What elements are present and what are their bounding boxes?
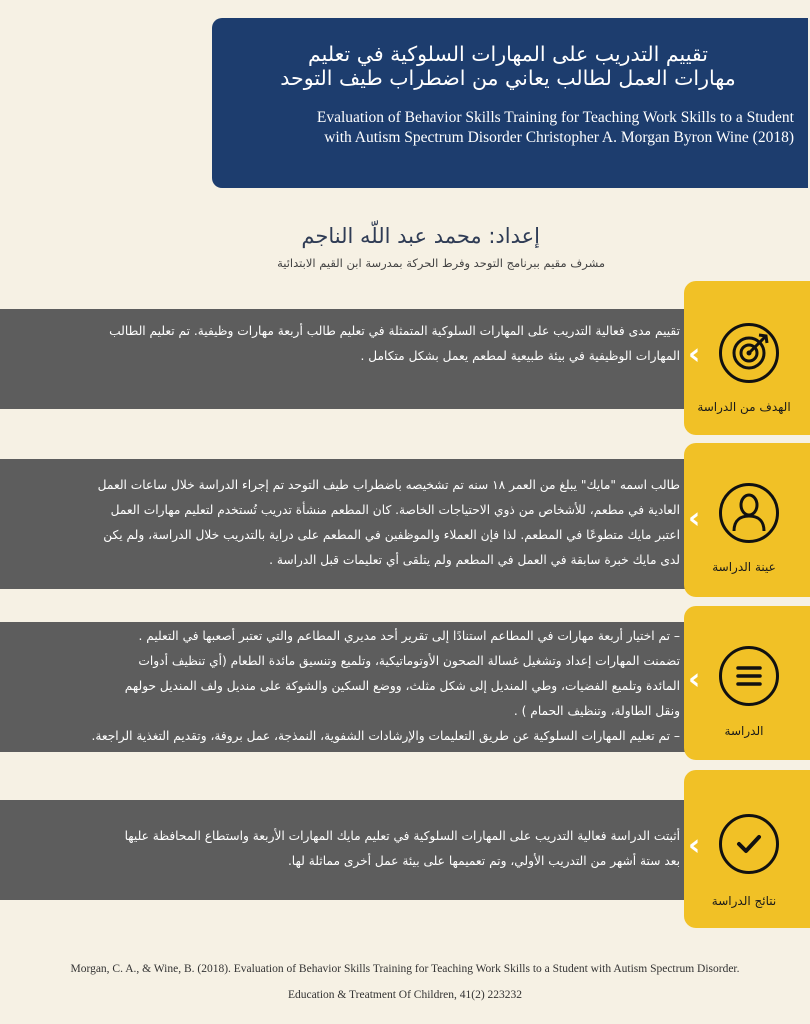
sample-line: لدى مايك خبرة سابقة في العمل في المطعم ولم يتلقى أي تعليمات قبل الدراسة . [269, 553, 680, 567]
chevron-left-icon: ‹ [688, 501, 701, 536]
menu-icon [719, 646, 779, 706]
objective-line: المهارات الوظيفية في بيئة طبيعية لمطعم يعمل بشكل متكامل . [360, 349, 680, 363]
target-icon [719, 323, 779, 383]
tab-study[interactable] [684, 606, 810, 760]
results-line: بعد ستة أشهر من التدريب الأولي، وتم تعميمها على بيئة عمل أخرى مماثلة لها. [287, 854, 680, 868]
study-line: المائدة وتلميع الفضيات، وطي المنديل إلى شكل مثلث، ووضع السكين والشوكة على منديل ولف المنديل حولهم [124, 679, 680, 693]
check-icon [719, 814, 779, 874]
sample-line: اعتبر مايك متطوعًا في المطعم. لذا فإن العملاء والموظفين في المطعم على دراية بالتدريب خلال الدراسة، ولم يكن [103, 528, 680, 542]
person-icon [719, 483, 779, 543]
title-english-line-2: with Autism Spectrum Disorder Christopher A. Morgan Byron Wine (2018) [324, 129, 794, 146]
tab-sample-label: عينة الدراسة [712, 560, 776, 574]
sample-line: طالب اسمه "مايك" يبلغ من العمر ١٨ سنه تم تشخيصه باضطراب طيف التوحد تم إجراء الدراسة خلال ساعات العمل [97, 478, 680, 492]
tab-objective-label: الهدف من الدراسة [697, 400, 791, 414]
title-english-line-1: Evaluation of Behavior Skills Training for Teaching Work Skills to a Student [316, 109, 794, 126]
study-line: تضمنت المهارات إعداد وتشغيل غسالة الصحون الأوتوماتيكية، وتلميع وتنسيق مائدة الطعام (أي تنظيف أدوات [138, 654, 680, 668]
study-line: – تم تعليم المهارات السلوكية عن طريق التعليمات والإرشادات الشفوية، النمذجة، عمل بروفة، وتقديم التغذية الراجعة. [91, 729, 680, 743]
objective-line: تقييم مدى فعالية التدريب على المهارات السلوكية المتمثلة في تعليم طالب أربعة مهارات وظيفية. تم تعليم الطالب [109, 324, 680, 338]
sample-line: العادية في مطعم، للأشخاص من ذوي الاحتياجات الخاصة. كان المطعم منشأة تدريب تُستخدم لتعليم مهارات العمل [110, 503, 680, 517]
tab-results-label: نتائج الدراسة [711, 894, 777, 908]
chevron-left-icon: ‹ [688, 828, 701, 863]
tab-study-label: الدراسة [724, 724, 764, 738]
results-line: أثبتت الدراسة فعالية التدريب على المهارات السلوكية في تعليم مايك المهارات الأربعة واستطاع المحافظة عليها [124, 829, 680, 843]
section-study-text [0, 622, 700, 752]
tab-results[interactable] [684, 770, 810, 928]
section-sample-text [0, 459, 700, 589]
section-objective-text [0, 309, 700, 409]
study-line: ونقل الطاولة، وتنظيف الحمام ) . [513, 704, 680, 718]
reference-line-2: Education & Treatment Of Children, 41(2) 223232 [287, 989, 523, 1001]
chevron-left-icon: ‹ [688, 337, 701, 372]
study-line: – تم اختيار أربعة مهارات في المطاعم استنادًا إلى تقرير أحد مديري المطاعم والتي تعتبر أصعبها في التعليم . [138, 629, 680, 643]
tab-sample[interactable] [684, 443, 810, 597]
title-arabic-line-2: مهارات العمل لطالب يعاني من اضطراب طيف التوحد [280, 66, 736, 90]
chevron-left-icon: ‹ [688, 662, 701, 697]
section-results-text [0, 800, 700, 900]
title-banner [212, 18, 808, 188]
reference-line-1: Morgan, C. A., & Wine, B. (2018). Evaluation of Behavior Skills Training for Teaching Work Skills to a Student with Autism Spectrum Disorder. [70, 963, 740, 975]
tab-objective[interactable] [684, 281, 810, 435]
author-role: مشرف مقيم ببرنامج التوحد وفرط الحركة بمدرسة ابن القيم الابتدائية [277, 256, 605, 270]
title-arabic-line-1: تقييم التدريب على المهارات السلوكية في تعليم [308, 42, 708, 66]
author-name: إعداد: محمد عبد اللّه الناجم [301, 224, 540, 248]
